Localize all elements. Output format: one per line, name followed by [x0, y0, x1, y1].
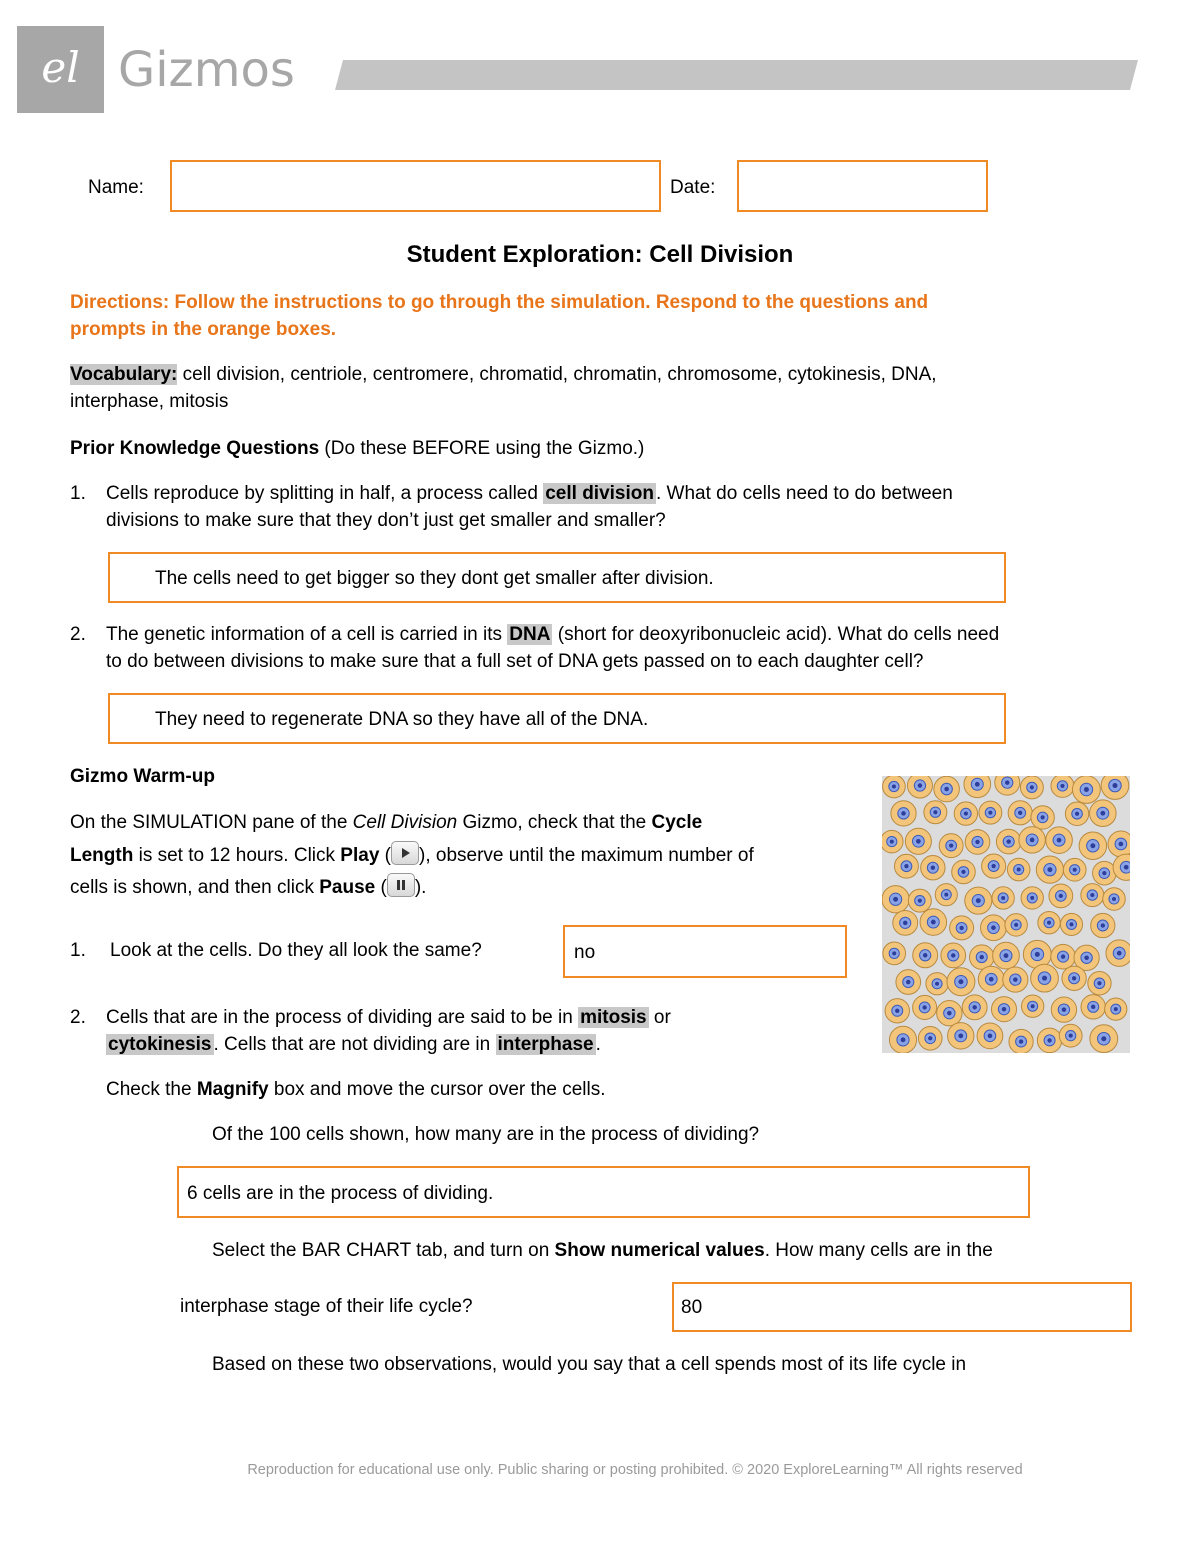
- cell-graphic: [1081, 884, 1104, 907]
- directions-line-2: prompts in the orange boxes.: [70, 319, 337, 340]
- pause-label: Pause: [319, 877, 376, 898]
- q2-text-pre: The genetic information of a cell is carried in its: [106, 624, 508, 645]
- name-label: Name:: [88, 177, 144, 198]
- warmup-heading: Gizmo Warm-up: [70, 766, 215, 787]
- term-dna: DNA: [509, 624, 551, 645]
- cell-graphic: [952, 860, 976, 884]
- cell-graphic: [1090, 1025, 1118, 1053]
- pause-icon: [387, 873, 415, 897]
- cell-graphic: [1081, 995, 1105, 1019]
- question-number: 1.: [70, 483, 86, 504]
- cell-graphic: [905, 828, 931, 854]
- warmup-q2-line-1: [106, 1005, 671, 1031]
- name-field[interactable]: [170, 160, 661, 212]
- q2w-text-b: or: [648, 1007, 671, 1028]
- p3-text-c: ).: [414, 877, 427, 898]
- cell-graphic: [1106, 940, 1130, 967]
- p2-text-c: ), observe until the maximum number of: [419, 845, 754, 866]
- play-label: Play: [340, 845, 380, 866]
- cell-graphic: [1005, 914, 1027, 936]
- cell-graphic: [962, 995, 987, 1020]
- p2-text-a: is set to 12 hours. Click: [133, 845, 341, 866]
- cell-graphic: [882, 886, 909, 913]
- cell-graphic: [1091, 913, 1115, 937]
- cell-graphic: [1031, 806, 1054, 829]
- cell-graphic: [1031, 964, 1059, 992]
- prior-q2-line-2: to do between divisions to make sure that a full set of DNA gets passed on to each daughter cell?: [106, 651, 924, 672]
- vocabulary-line-2: interphase, mitosis: [70, 391, 229, 412]
- cell-graphic: [981, 915, 1007, 941]
- barchart-text-b: . How many cells are in the: [764, 1240, 993, 1261]
- brand-name: Gizmos: [118, 42, 295, 98]
- cell-graphic: [977, 1023, 1003, 1049]
- cell-graphic: [978, 966, 1004, 992]
- cell-graphic: [937, 1000, 962, 1025]
- cell-graphic: [924, 801, 947, 824]
- cell-graphic: [1060, 913, 1082, 935]
- cell-graphic: [1051, 997, 1076, 1022]
- cell-graphic: [894, 854, 918, 878]
- interphase-answer-box[interactable]: [672, 1282, 1132, 1332]
- cell-graphic: [885, 999, 909, 1023]
- cell-graphic: [950, 916, 974, 940]
- cell-graphic: [1062, 966, 1086, 990]
- q1-text-post: . What do cells need to do between: [656, 483, 953, 504]
- cell-graphic: [1079, 832, 1107, 860]
- cell-graphic: [1101, 776, 1129, 799]
- cell-graphic: [1007, 858, 1030, 881]
- cell-graphic: [907, 776, 932, 798]
- cell-graphic: [996, 829, 1021, 854]
- prior-heading-note: (Do these BEFORE using the Gizmo.): [319, 438, 645, 459]
- prior-q1-line-1: [106, 481, 953, 507]
- cell-graphic: [1036, 856, 1063, 883]
- cell-graphic: [934, 776, 960, 802]
- cell-graphic: [1051, 944, 1076, 969]
- cell-graphic: [913, 995, 937, 1019]
- cell-graphic: [993, 942, 1020, 969]
- prior-heading-text: Prior Knowledge Questions: [70, 438, 320, 459]
- dividing-answer-box[interactable]: [177, 1166, 1030, 1218]
- cell-graphic: [1046, 827, 1073, 854]
- cell-graphic: [1103, 888, 1126, 911]
- barchart-instruction: [212, 1238, 993, 1264]
- footer-copyright: Reproduction for educational use only. Public sharing or posting prohibited. © 2020 ExploreLearning™ All rights reserved: [247, 1462, 1023, 1478]
- cell-graphic: [1059, 1024, 1082, 1047]
- cell-graphic: [1072, 776, 1100, 803]
- cell-graphic: [969, 945, 993, 969]
- p1-text-a: On the SIMULATION pane of the: [70, 812, 353, 833]
- warmup-q2-line-2: [106, 1032, 601, 1058]
- p2-bold-length: Length: [70, 845, 134, 866]
- barchart-text-a: Select the BAR CHART tab, and turn on: [212, 1240, 555, 1261]
- cell-graphic: [1093, 861, 1117, 885]
- p3-text-a: cells is shown, and then click: [70, 877, 320, 898]
- header-bar: [335, 60, 1138, 90]
- cell-graphic: [941, 943, 966, 968]
- cell-graphic: [883, 942, 906, 965]
- cell-graphic: [982, 854, 1006, 878]
- p3-text-b: (: [375, 877, 387, 898]
- cell-graphic: [1051, 776, 1074, 797]
- term-interphase: interphase: [497, 1034, 594, 1055]
- prior-q2-answer-box[interactable]: [108, 693, 1006, 744]
- q2w-text-a: Cells that are in the process of dividing are said to be in: [106, 1007, 579, 1028]
- cell-simulation-image: [882, 776, 1130, 1053]
- cell-graphic: [1037, 1028, 1061, 1052]
- question-number: 2.: [70, 1007, 86, 1028]
- cell-graphic: [1108, 831, 1130, 857]
- vocabulary-line-1: [70, 362, 937, 388]
- dividing-answer: 6 cells are in the process of dividing.: [187, 1183, 494, 1204]
- magnify-label: Magnify: [196, 1079, 269, 1100]
- prior-q1-answer-box[interactable]: [108, 552, 1006, 603]
- cell-graphic: [1105, 998, 1127, 1020]
- magnify-text-a: Check the: [106, 1079, 197, 1100]
- cell-graphic: [992, 887, 1014, 909]
- q2w-text-c: . Cells that are not dividing are in: [213, 1034, 496, 1055]
- vocabulary-label: Vocabulary:: [70, 364, 178, 385]
- cell-graphic: [1063, 858, 1086, 881]
- cell-graphic: [965, 830, 990, 855]
- cell-graphic: [891, 801, 916, 826]
- cell-graphic: [893, 910, 918, 935]
- cell-graphic: [947, 968, 975, 996]
- cell-graphic: [935, 884, 957, 906]
- page-title: Student Exploration: Cell Division: [406, 241, 794, 268]
- prior-knowledge-heading: [70, 436, 644, 462]
- q2-text-post: (short for deoxyribonucleic acid). What do cells need: [552, 624, 1000, 645]
- gizmo-name: Cell Division: [352, 812, 458, 833]
- cell-graphic: [1009, 1029, 1033, 1053]
- warmup-q1-answer-box[interactable]: [563, 925, 847, 978]
- prior-q1-answer: The cells need to get bigger so they dont get smaller after division.: [155, 568, 714, 589]
- cell-graphic: [1065, 802, 1088, 825]
- cell-graphic: [913, 943, 938, 968]
- prior-q1-line-2: divisions to make sure that they don’t just get smaller and smaller?: [106, 510, 666, 531]
- magnify-text-b: box and move the cursor over the cells.: [268, 1079, 606, 1100]
- p1-text-b: Gizmo, check that the: [457, 812, 652, 833]
- cell-graphic: [1049, 884, 1073, 908]
- prior-q2-answer: They need to regenerate DNA so they have all of the DNA.: [155, 709, 649, 730]
- cell-graphic: [964, 776, 991, 798]
- cell-graphic: [921, 856, 945, 880]
- logo-mark: el: [41, 43, 80, 92]
- term-cytokinesis: cytokinesis: [108, 1034, 212, 1055]
- directions-line-1: Directions: Follow the instructions to go through the simulation. Respond to the questions and: [70, 292, 929, 313]
- cell-graphic: [889, 1026, 916, 1053]
- cell-graphic: [954, 802, 977, 825]
- warmup-q1-answer: no: [574, 942, 596, 963]
- cell-graphic: [1008, 801, 1032, 825]
- q2w-text-d: .: [595, 1034, 601, 1055]
- cell-graphic: [979, 801, 1002, 824]
- warmup-para-line-3: [70, 873, 426, 901]
- gizmos-logo: [17, 26, 104, 113]
- cell-graphic: [1038, 911, 1060, 933]
- interphase-question: interphase stage of their life cycle?: [180, 1296, 473, 1317]
- warmup-para-line-2: [70, 841, 754, 869]
- magnify-instruction: [106, 1077, 606, 1103]
- cell-graphic: [908, 889, 931, 912]
- cell-graphic: [991, 997, 1016, 1022]
- cell-graphic: [882, 830, 903, 853]
- cell-graphic: [1003, 967, 1028, 992]
- cell-graphic: [939, 834, 963, 858]
- prior-q2-line-1: [106, 622, 999, 648]
- cell-graphic: [920, 909, 947, 936]
- cell-graphic: [926, 973, 948, 995]
- warmup-q1-text: Look at the cells. Do they all look the same?: [110, 940, 482, 961]
- cell-graphic: [1021, 995, 1043, 1017]
- date-label: Date:: [670, 177, 716, 198]
- cell-graphic: [1019, 827, 1045, 853]
- term-cell-division: cell division: [545, 483, 654, 504]
- dividing-question: Of the 100 cells shown, how many are in the process of dividing?: [212, 1124, 760, 1145]
- cell-graphic: [1088, 972, 1111, 995]
- p2-text-b: (: [379, 845, 391, 866]
- question-number: 1.: [70, 940, 86, 961]
- cell-graphic: [1021, 887, 1043, 909]
- play-icon: [391, 841, 419, 865]
- vocabulary-terms: cell division, centriole, centromere, chromatid, chromatin, chromosome, cytokinesis, DNA,: [177, 364, 937, 385]
- warmup-para-line-1: [70, 810, 702, 836]
- cell-graphic: [948, 1023, 974, 1049]
- p1-bold-cycle: Cycle: [651, 812, 703, 833]
- cell-graphic: [883, 776, 906, 798]
- cell-graphic: [896, 970, 921, 995]
- interphase-answer: 80: [681, 1297, 703, 1318]
- cell-graphic: [1090, 800, 1117, 827]
- term-mitosis: mitosis: [580, 1007, 647, 1028]
- q1-text-pre: Cells reproduce by splitting in half, a process called: [106, 483, 544, 504]
- show-values-label: Show numerical values: [554, 1240, 765, 1261]
- based-on-question: Based on these two observations, would you say that a cell spends most of its life cycle in: [212, 1354, 967, 1375]
- cell-graphic: [918, 1026, 942, 1050]
- cell-graphic: [1020, 776, 1043, 799]
- cell-graphic: [965, 887, 992, 914]
- date-field[interactable]: [737, 160, 988, 212]
- question-number: 2.: [70, 624, 86, 645]
